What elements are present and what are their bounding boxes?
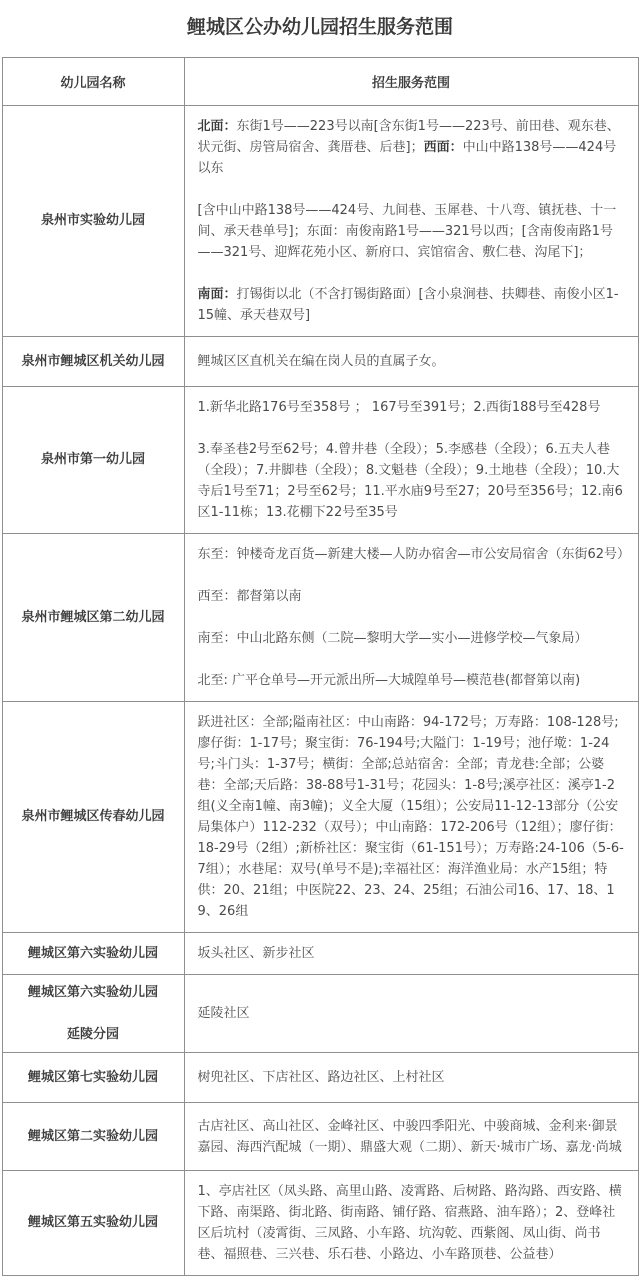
- kindergarten-name-cell: [2, 387, 184, 534]
- range-text: 北至: 广平仓单号—开元派出所—大城隍单号—模范巷(都督第以南): [197, 673, 581, 688]
- kindergarten-name-line: 鲤城区第七实验幼儿园: [27, 1069, 158, 1085]
- range-text: 延陵社区: [197, 1006, 250, 1021]
- service-range-cell: [184, 975, 638, 1053]
- table-row: [2, 1103, 638, 1171]
- range-text: 1、亭店社区（凤头路、高里山路、凌霄路、后树路、路沟路、西安路、横下路、南渠路、街北路、街南路、铺仔路、宿燕路、油车路）；2、登峰社区后坑村（凌霄街、三凤路、小车路、坑沟乾、西紫阁、凤山街、尚书巷、福照巷、三兴巷、乐石巷、小路边、小车路顶巷、公益巷）: [197, 1184, 622, 1262]
- range-text: 鲤城区区直机关在编在岗人员的直属子女。: [197, 354, 445, 369]
- service-range-cell: [184, 534, 638, 702]
- range-text: 东至：钟楼奇龙百货—新建大楼—人防办宿舍—市公安局宿舍（东街62号）: [197, 547, 631, 562]
- kindergarten-name-line: 泉州市实验幼儿园: [40, 213, 145, 228]
- range-text: 中山中路138号——424号以东: [197, 140, 617, 176]
- range-text: 坂头社区、新步社区: [197, 946, 315, 961]
- kindergarten-name-line: 泉州市鲤城区机关幼儿园: [21, 353, 165, 369]
- table-row: [2, 702, 638, 933]
- kindergarten-name-cell: [2, 534, 184, 702]
- service-range-cell: [184, 337, 638, 387]
- range-text: 树兜社区、下店社区、路边社区、上村社区: [197, 1070, 445, 1085]
- service-range-cell: [184, 702, 638, 933]
- kindergarten-name-line: 泉州市第一幼儿园: [40, 452, 145, 467]
- table-row: [2, 1053, 638, 1103]
- service-range-paragraph: [198, 397, 626, 418]
- service-range-cell: [184, 933, 638, 975]
- page-title: 鲤城区公办幼儿园招生服务范围: [186, 16, 453, 38]
- kindergarten-name-cell: [2, 702, 184, 933]
- kindergarten-name-cell: [2, 1103, 184, 1171]
- service-range-paragraph: [198, 712, 626, 922]
- kindergarten-name-line: 鲤城区第五实验幼儿园: [27, 1215, 158, 1230]
- range-text: 东街1号——223号以南[含东街1号——223号、前田巷、观东巷、状元街、房管局宿舍、龚厝巷、后巷]；: [197, 119, 620, 155]
- column-header-service-range: 招生服务范围: [184, 58, 638, 106]
- kindergarten-name-line: 鲤城区第六实验幼儿园: [27, 945, 158, 961]
- kindergarten-name-cell: [2, 106, 184, 337]
- kindergarten-name-cell: [2, 337, 184, 387]
- service-range-cell: [184, 1053, 638, 1103]
- range-text: 西至：都督第以南: [197, 589, 302, 604]
- table-row: [2, 975, 638, 1053]
- service-range-paragraph: [198, 1116, 626, 1158]
- kindergarten-name-cell: [2, 1171, 184, 1276]
- service-range-paragraph: [198, 284, 626, 326]
- table-row: [2, 1171, 638, 1276]
- kindergarten-name-line: 鲤城区第二实验幼儿园: [27, 1128, 158, 1144]
- kindergarten-name-line: 延陵分园: [66, 1026, 119, 1042]
- range-direction-label: 南面：: [197, 287, 237, 302]
- service-range-paragraph: [198, 1003, 626, 1024]
- service-range-paragraph: [198, 943, 626, 964]
- table-header-row: [2, 58, 638, 106]
- range-text: 南至：中山北路东侧（二院—黎明大学—实小—进修学校—气象局）: [197, 631, 588, 646]
- table-row: [2, 933, 638, 975]
- range-text: 古店社区、高山社区、金峰社区、中骏四季阳光、中骏商城、金利来·御景嘉园、海西汽配城（一期）、鼎盛大观（二期）、新天·城市广场、嘉龙·尚城: [197, 1118, 622, 1155]
- service-range-cell: [184, 1171, 638, 1276]
- service-range-cell: [184, 106, 638, 337]
- kindergarten-name-line: 泉州市鲤城区第二幼儿园: [21, 609, 165, 625]
- service-range-paragraph: [198, 439, 626, 523]
- service-range-paragraph: [198, 1067, 626, 1088]
- range-text: [含中山中路138号——424号、九间巷、玉犀巷、十八弯、镇抚巷、十一间、承天巷单号]；东面：南俊南路1号——321号以西；[含南俊南路1号——321号、迎辉花苑小区、新府口、宾馆宿舍、敷仁巷、沟尾下]；: [197, 203, 617, 260]
- service-range-paragraph: [198, 116, 626, 179]
- range-text: 1.新华北路176号至358号 ； 167号至391号；2.西街188号至428号: [197, 400, 601, 415]
- table-row: [2, 106, 638, 337]
- range-direction-label: 西面：: [423, 140, 463, 155]
- kindergarten-name-line: 鲤城区第六实验幼儿园: [27, 984, 158, 1000]
- service-range-paragraph: [198, 1181, 626, 1265]
- kindergarten-name-line: 泉州市鲤城区传春幼儿园: [21, 809, 165, 824]
- service-range-paragraph: [198, 628, 626, 649]
- service-range-paragraph: [198, 200, 626, 263]
- kindergarten-name-cell: [2, 1053, 184, 1103]
- table-row: [2, 534, 638, 702]
- service-range-paragraph: [197, 544, 631, 565]
- range-direction-label: 北面：: [197, 119, 237, 134]
- kindergarten-name-cell: [2, 975, 184, 1053]
- range-text: 打锡街以北（不含打锡街路面）[含小泉涧巷、扶卿巷、南俊小区1-15幢、承天巷双号]: [197, 287, 619, 323]
- service-range-paragraph: [198, 670, 626, 691]
- column-header-kindergarten-name: 幼儿园名称: [2, 58, 184, 106]
- service-range-paragraph: [198, 586, 626, 607]
- table-row: [2, 337, 638, 387]
- kindergarten-name-cell: [2, 933, 184, 975]
- service-range-cell: [184, 387, 638, 534]
- table-row: [2, 387, 638, 534]
- service-range-cell: [184, 1103, 638, 1171]
- range-text: 跃进社区：全部;隘南社区：中山南路：94-172号；万寿路：108-128号;廖仔街：1-17号；聚宝街：76-194号;大隘门：1-19号；池仔墘：1-24号;斗门头：1-37号；横街：全部;总站宿舍：全部；青龙巷:全部；公婆巷：全部;天后路：38-88号1-31号；花园头：1-8号;溪亭社区：溪亭1-2组(义全南1幢、南3幢)；义全大厦（15组）；公安局11-12-13部分（公安局集体户）112-232（双号）；中山南路：172-206号（12组）；廖仔街：18-29号（2组）;新桥社区：聚宝街（61-151号）；万寿路:24-106（5-6-7组）；水巷尾：双号(单号不是);幸福社区：海洋渔业局：水产15组；特供：20、21组；中医院22、23、24、25组；石油公司16、17、18、19、26组: [197, 715, 624, 919]
- range-text: 3.奉圣巷2号至62号；4.曾井巷（全段）；5.李感巷（全段）；6.五夫人巷（全段）；7.井脚巷（全段）；8.文魁巷（全段）；9.土地巷（全段）；10.大寺后1号至71；2号至62号；11.平水庙9号至27；20号至356号；12.南6区1-11栋；13.花棚下22号至35号: [197, 442, 623, 520]
- service-range-paragraph: [198, 351, 626, 372]
- enrollment-table: [2, 57, 639, 1276]
